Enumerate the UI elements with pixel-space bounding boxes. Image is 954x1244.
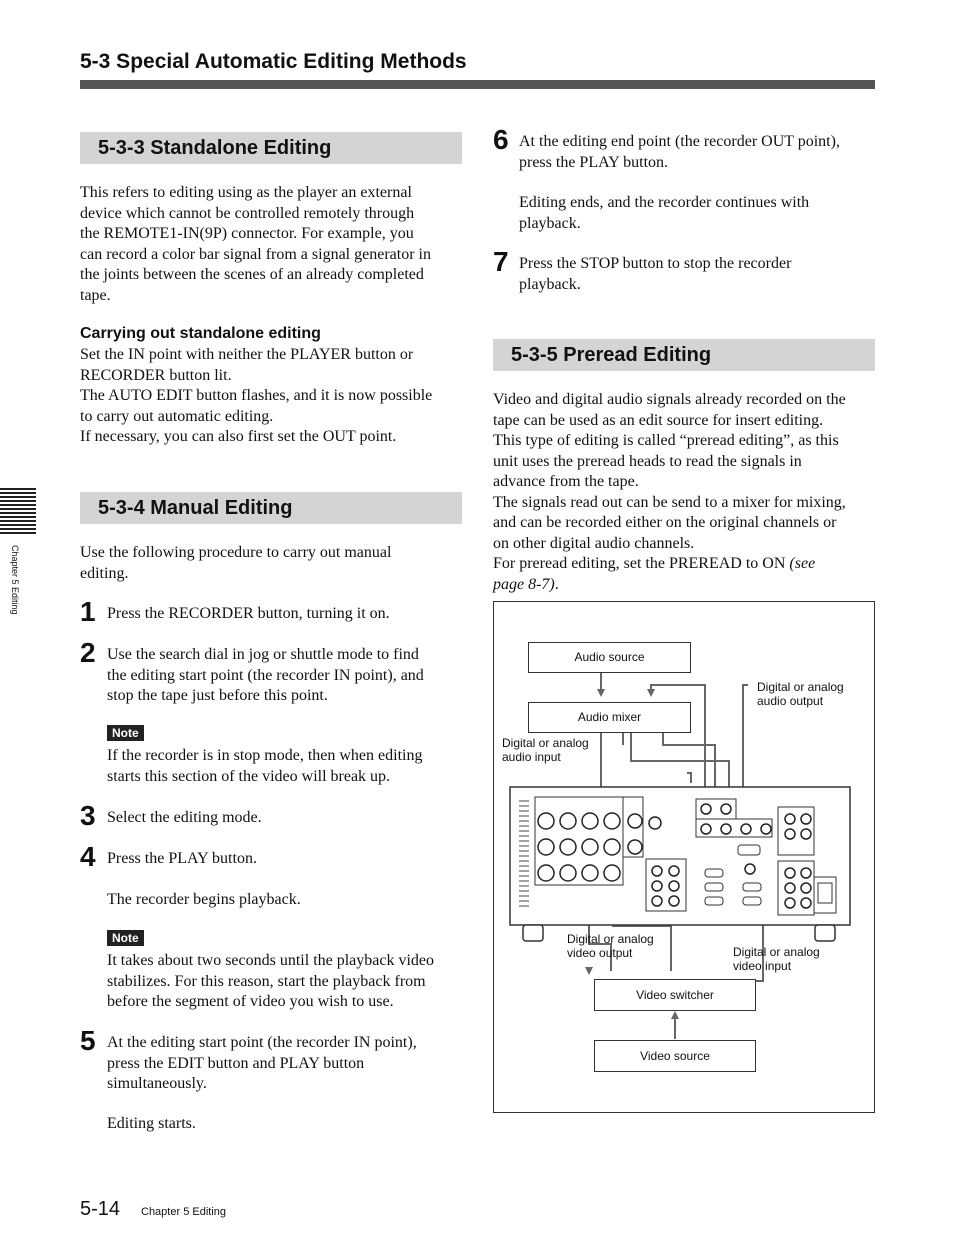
text-line: video input	[733, 959, 792, 973]
text-span: For preread editing, set the PREREAD to ON	[493, 555, 790, 572]
text-line	[493, 575, 878, 596]
text-line: Press the STOP button to stop the recorder	[519, 255, 792, 272]
footer-chapter: Chapter 5 Editing	[141, 1206, 226, 1218]
text-line: If the recorder is in stop mode, then when editing	[107, 747, 423, 764]
text-line: Use the following procedure to carry out manual	[80, 544, 392, 561]
text-line: It takes about two seconds until the playback video	[107, 952, 435, 969]
video-switcher-box: Video switcher	[594, 979, 756, 1011]
text-line: playback.	[519, 275, 581, 293]
text-line: The AUTO EDIT button flashes, and it is now possible	[80, 387, 433, 404]
text-line: The signals read out can be send to a mixer for mixing,	[493, 493, 846, 511]
text-line: audio output	[757, 694, 824, 708]
text-line: video output	[567, 946, 633, 960]
text-line: If necessary, you can also first set the OUT point.	[80, 428, 397, 445]
text-line: Set the IN point with neither the PLAYER button or	[80, 346, 414, 363]
step-text-2	[107, 645, 467, 707]
label-audio-output	[757, 680, 844, 708]
note-text-2	[107, 951, 467, 1013]
text-line: This type of editing is called “preread editing”, as this	[493, 432, 839, 449]
page-reference: page 8-7)	[493, 575, 555, 593]
note-badge-1: Note	[107, 725, 144, 741]
text-line	[493, 554, 878, 575]
label-video-output	[567, 932, 654, 960]
subheading-standalone: Carrying out standalone editing	[80, 325, 321, 342]
text-line: to carry out automatic editing.	[80, 407, 274, 425]
recorder-rear-panel	[510, 787, 850, 941]
label-audio-input	[502, 736, 589, 764]
text-line: press the PLAY button.	[519, 153, 669, 171]
page-header-title: 5-3 Special Automatic Editing Methods	[80, 50, 467, 73]
text-line: RECORDER button lit.	[80, 366, 232, 384]
text-span: .	[554, 575, 559, 593]
section-heading-5-3-3: 5-3-3 Standalone Editing	[80, 132, 462, 164]
step-number-5: 5	[80, 1025, 96, 1056]
video-source-box: Video source	[594, 1040, 756, 1072]
section-5-3-3-body	[80, 345, 465, 448]
chapter-tab-text: Chapter 5 Editing	[10, 545, 20, 615]
section-5-3-4-intro	[80, 543, 465, 584]
step-number-2: 2	[80, 637, 96, 668]
section-5-3-3-intro	[80, 183, 465, 306]
section-5-3-5-body	[493, 390, 878, 595]
text-line: Use the search dial in jog or shuttle mode to find	[107, 646, 419, 663]
step-number-3: 3	[80, 800, 96, 831]
header-rule	[80, 80, 875, 89]
text-line: the REMOTE1-IN(9P) connector. For example, you	[80, 225, 414, 242]
text-line: Digital or analog	[502, 736, 589, 750]
text-line: advance from the tape.	[493, 473, 639, 490]
step-number-7: 7	[493, 246, 509, 277]
text-line: stabilizes. For this reason, start the playback from	[107, 972, 426, 990]
text-line: and can be recorded either on the original channels or	[493, 514, 837, 531]
text-line: stop the tape just before this point.	[107, 687, 328, 704]
text-line: the joints between the scenes of an already completed	[80, 266, 424, 283]
text-line: This refers to editing using as the player an external	[80, 184, 412, 201]
text-line: Editing ends, and the recorder continues with	[519, 194, 810, 211]
step-number-4: 4	[80, 841, 96, 872]
text-line: tape.	[80, 286, 111, 304]
step-4-result: The recorder begins playback.	[107, 891, 301, 908]
text-line: press the EDIT button and PLAY button	[107, 1054, 365, 1072]
text-line: the editing start point (the recorder IN point), and	[107, 666, 424, 684]
step-text-1: Press the RECORDER button, turning it on.	[107, 605, 390, 622]
text-line: At the editing end point (the recorder OUT point),	[519, 133, 840, 150]
text-line: device which cannot be controlled remotely through	[80, 204, 415, 222]
step-text-7	[519, 254, 875, 295]
text-line: editing.	[80, 564, 129, 582]
chapter-tab-bars	[0, 488, 36, 536]
page-number: 5-14	[80, 1198, 121, 1220]
text-line: can record a color bar signal from a signal generator in	[80, 245, 431, 263]
section-heading-5-3-4: 5-3-4 Manual Editing	[80, 492, 462, 524]
text-line: Digital or analog	[567, 932, 654, 946]
step-6-result	[519, 193, 875, 234]
step-5-result: Editing starts.	[107, 1115, 196, 1132]
text-line: playback.	[519, 214, 581, 232]
text-line: before the segment of video you wish to use.	[107, 993, 394, 1010]
section-heading-5-3-5: 5-3-5 Preread Editing	[493, 339, 875, 371]
text-line: Digital or analog	[757, 680, 844, 694]
audio-source-box: Audio source	[528, 642, 691, 673]
step-text-6	[519, 132, 875, 173]
step-number-6: 6	[493, 124, 509, 155]
text-line: At the editing start point (the recorder IN point),	[107, 1034, 417, 1051]
step-number-1: 1	[80, 596, 96, 627]
step-text-4: Press the PLAY button.	[107, 850, 257, 867]
page-reference: (see	[789, 555, 816, 572]
text-line: unit uses the preread heads to read the signals in	[493, 452, 802, 470]
text-line: starts this section of the video will break up.	[107, 767, 391, 785]
text-line: Video and digital audio signals already recorded on the	[493, 391, 846, 408]
text-line: audio input	[502, 750, 561, 764]
audio-mixer-box: Audio mixer	[528, 702, 691, 733]
text-line: Digital or analog	[733, 945, 820, 959]
connection-lines	[493, 601, 875, 1113]
text-line: simultaneously.	[107, 1075, 207, 1092]
note-badge-2: Note	[107, 930, 144, 946]
text-line: tape can be used as an edit source for insert editing.	[493, 411, 824, 429]
text-line: on other digital audio channels.	[493, 534, 695, 552]
note-text-1	[107, 746, 467, 787]
step-text-5	[107, 1033, 467, 1095]
label-video-input	[733, 945, 820, 973]
step-text-3: Select the editing mode.	[107, 809, 262, 826]
